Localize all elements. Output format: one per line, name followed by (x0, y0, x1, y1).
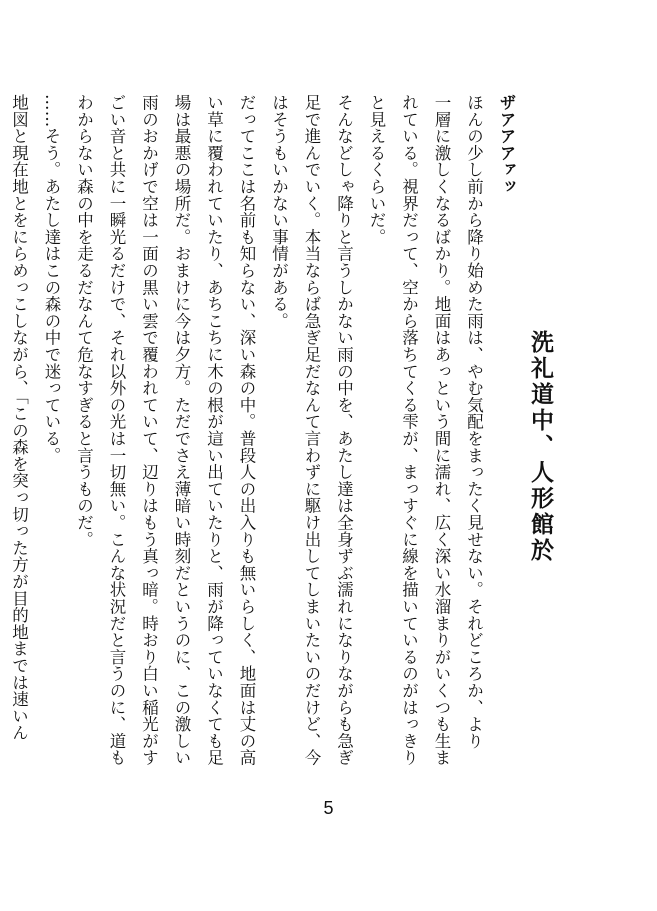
text-line: い草に覆われていたり、あちこちに木の根が這い出ていたりと、雨が降っていなくても足 (204, 94, 224, 766)
text-line: 雨のおかげで空は一面の黒い雲で覆われていて、辺りはもう真っ暗。時おり白い稲光がす (139, 94, 159, 766)
page-number: 5 (323, 798, 334, 818)
text-line: だってここは名前も知らない、深い森の中。普段人の出入りも無いらしく、地面は丈の高 (237, 94, 256, 766)
sound-effect-line: ザアアアァッ (497, 94, 516, 195)
text-line: そんなどしゃ降りと言うしかない雨の中を、あたし達は全身ずぶ濡れになりながらも急ぎ (334, 94, 354, 766)
body-text (2, 94, 522, 766)
text-line: わからない森の中を走るだなんて危なすぎると言うものだ。 (74, 94, 94, 548)
text-line: はそうもいかない事情がある。 (269, 94, 289, 330)
text-line: 足で進んでいく。本当ならば急ぎ足だなんて言わずに駆け出してしまいたいのだけど、今 (302, 94, 321, 766)
text-line: ほんの少し前から降り始めた雨は、やむ気配をまったく見せない。それどころか、より (464, 94, 484, 750)
text-line: 場は最悪の場所だ。おまけに今は夕方。ただでさえ薄暗い時刻だというのに、この激しい (172, 94, 191, 766)
text-line: 一層に激しくなるばかり。地面はあっという間に濡れ、広く深い水溜まりがいくつも生ま (432, 94, 451, 766)
text-line: 地図と現在地とをにらめっこしながら、「この森を突っ切った方が目的地までは速いん (9, 94, 29, 741)
text-line: ごい音と共に一瞬光るだけで、それ以外の光は一切無い。こんな状況だと言うのに、道も (107, 94, 126, 766)
text-line: れている。視界だって、空から落ちてくる雫が、まっすぐに線を描いているのがはっきり (399, 94, 419, 766)
text-line: と見えるくらいだ。 (367, 94, 386, 246)
text-line: ……そう。あたし達はこの森の中で迷っている。 (42, 94, 61, 464)
chapter-title: 洗礼道中、人形館於 (527, 330, 553, 564)
